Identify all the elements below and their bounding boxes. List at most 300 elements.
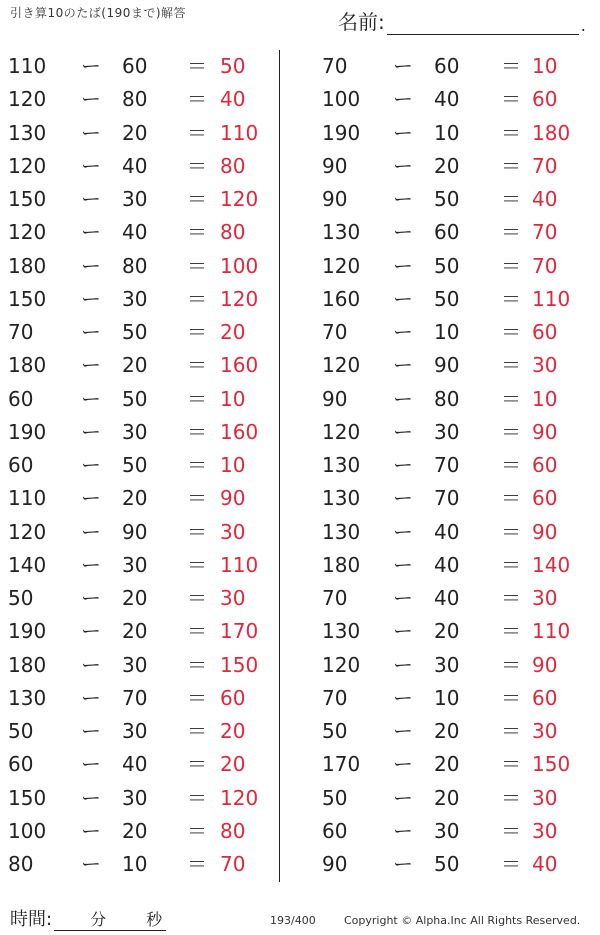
name-label: 名前: (338, 10, 385, 34)
minuend: 70 (322, 586, 348, 610)
time-blank (54, 910, 166, 931)
minuend: 170 (322, 752, 361, 777)
equals-sign: ＝ (501, 153, 521, 178)
minuend: 120 (322, 353, 361, 378)
subtrahend: 50 (122, 386, 148, 411)
minuend: 50 (8, 586, 34, 610)
minus-sign: ー (81, 120, 101, 145)
problem-row (8, 582, 278, 615)
problem-row (322, 815, 592, 848)
equals-sign: ＝ (187, 852, 207, 876)
minuend: 100 (8, 818, 47, 843)
problem-row (322, 383, 592, 416)
equals-sign: ＝ (501, 852, 521, 876)
answer: 140 (532, 552, 571, 577)
subtrahend: 20 (434, 619, 460, 644)
problem-row (8, 482, 278, 515)
problem-row (8, 615, 278, 648)
equals-sign: ＝ (187, 320, 207, 344)
problem-row (8, 815, 278, 848)
minus-sign: ー (81, 685, 101, 710)
answer: 120 (220, 187, 259, 211)
answer: 110 (220, 120, 259, 145)
subtrahend: 40 (434, 586, 460, 610)
answer: 30 (532, 719, 558, 743)
minus-sign: ー (393, 120, 413, 145)
equals-sign: ＝ (187, 752, 207, 777)
answer: 90 (532, 419, 558, 444)
minuend: 120 (8, 519, 47, 544)
copyright-text: Copyright © Alpha.Inc All Rights Reserved. (344, 914, 581, 927)
subtrahend: 50 (434, 253, 460, 278)
subtrahend: 40 (122, 220, 148, 245)
answer: 30 (220, 586, 246, 610)
subtrahend: 80 (122, 253, 148, 278)
equals-sign: ＝ (501, 719, 521, 743)
answer: 10 (532, 386, 558, 411)
answer: 60 (532, 486, 558, 511)
minuend: 70 (322, 320, 348, 344)
subtrahend: 20 (122, 353, 148, 378)
minus-sign: ー (393, 253, 413, 278)
minuend: 190 (322, 120, 361, 145)
equals-sign: ＝ (187, 153, 207, 178)
answer: 90 (532, 519, 558, 544)
equals-sign: ＝ (501, 752, 521, 777)
problem-row (8, 250, 278, 283)
problem-row (8, 150, 278, 183)
subtrahend: 40 (434, 519, 460, 544)
equals-sign: ＝ (501, 419, 521, 444)
minuend: 60 (322, 818, 348, 843)
subtrahend: 60 (122, 54, 148, 78)
equals-sign: ＝ (501, 652, 521, 677)
equals-sign: ＝ (501, 253, 521, 278)
answer: 60 (532, 685, 558, 710)
equals-sign: ＝ (187, 353, 207, 378)
equals-sign: ＝ (187, 419, 207, 444)
subtrahend: 50 (122, 320, 148, 344)
minuend: 70 (322, 54, 348, 78)
subtrahend: 30 (122, 187, 148, 211)
minutes-label: 分 (90, 910, 107, 929)
answer: 30 (220, 519, 246, 544)
minus-sign: ー (393, 586, 413, 610)
problem-row (8, 516, 278, 549)
subtrahend: 40 (122, 153, 148, 178)
minus-sign: ー (393, 785, 413, 810)
problem-row (322, 549, 592, 582)
equals-sign: ＝ (187, 486, 207, 511)
equals-sign: ＝ (187, 685, 207, 710)
problem-row (8, 848, 278, 881)
equals-sign: ＝ (501, 453, 521, 477)
seconds-label: 秒 (146, 910, 163, 929)
problem-row (8, 349, 278, 382)
equals-sign: ＝ (501, 187, 521, 211)
problem-row (8, 183, 278, 216)
answer: 40 (220, 87, 246, 112)
minuend: 190 (8, 619, 47, 644)
equals-sign: ＝ (187, 453, 207, 477)
subtrahend: 20 (122, 619, 148, 644)
subtrahend: 30 (122, 652, 148, 677)
minuend: 130 (322, 453, 361, 477)
answer: 160 (220, 419, 259, 444)
problem-row (322, 615, 592, 648)
minuend: 130 (322, 486, 361, 511)
minuend: 80 (8, 852, 34, 876)
minus-sign: ー (81, 818, 101, 843)
subtrahend: 60 (434, 220, 460, 245)
answer: 160 (220, 353, 259, 378)
equals-sign: ＝ (501, 619, 521, 644)
minuend: 90 (322, 852, 348, 876)
minuend: 60 (8, 453, 34, 477)
minus-sign: ー (81, 453, 101, 477)
minus-sign: ー (81, 153, 101, 178)
minus-sign: ー (81, 852, 101, 876)
subtrahend: 20 (434, 752, 460, 777)
equals-sign: ＝ (187, 619, 207, 644)
minuend: 120 (322, 652, 361, 677)
problem-row (322, 582, 592, 615)
equals-sign: ＝ (187, 120, 207, 145)
equals-sign: ＝ (501, 353, 521, 378)
minus-sign: ー (81, 552, 101, 577)
problem-row (8, 715, 278, 748)
minus-sign: ー (393, 852, 413, 876)
minus-sign: ー (81, 752, 101, 777)
subtrahend: 70 (122, 685, 148, 710)
minus-sign: ー (393, 486, 413, 511)
minus-sign: ー (393, 619, 413, 644)
minuend: 120 (322, 419, 361, 444)
minuend: 180 (8, 652, 47, 677)
equals-sign: ＝ (501, 486, 521, 511)
minuend: 180 (8, 253, 47, 278)
problem-row (322, 183, 592, 216)
answer: 30 (532, 785, 558, 810)
minuend: 130 (322, 519, 361, 544)
minus-sign: ー (81, 785, 101, 810)
problem-row (8, 316, 278, 349)
subtrahend: 80 (122, 87, 148, 112)
minus-sign: ー (81, 386, 101, 411)
minuend: 110 (8, 54, 47, 78)
equals-sign: ＝ (187, 187, 207, 211)
subtrahend: 40 (434, 552, 460, 577)
problem-row (322, 649, 592, 682)
problem-row (8, 549, 278, 582)
minuend: 130 (322, 619, 361, 644)
subtrahend: 40 (434, 87, 460, 112)
minuend: 110 (8, 486, 47, 511)
problem-row (322, 682, 592, 715)
equals-sign: ＝ (501, 220, 521, 245)
minus-sign: ー (393, 752, 413, 777)
minuend: 120 (8, 153, 47, 178)
subtrahend: 20 (122, 818, 148, 843)
minus-sign: ー (393, 719, 413, 743)
answer: 70 (532, 253, 558, 278)
equals-sign: ＝ (501, 120, 521, 145)
minuend: 50 (322, 719, 348, 743)
answer: 90 (532, 652, 558, 677)
answer: 90 (220, 486, 246, 511)
minus-sign: ー (81, 253, 101, 278)
subtrahend: 30 (434, 419, 460, 444)
equals-sign: ＝ (501, 785, 521, 810)
problem-row (322, 748, 592, 781)
problem-row (8, 83, 278, 116)
minuend: 150 (8, 785, 47, 810)
subtrahend: 20 (122, 120, 148, 145)
answer: 110 (532, 619, 571, 644)
subtrahend: 30 (434, 818, 460, 843)
equals-sign: ＝ (187, 386, 207, 411)
subtrahend: 90 (122, 519, 148, 544)
equals-sign: ＝ (187, 87, 207, 112)
subtrahend: 40 (122, 752, 148, 777)
problem-row (322, 516, 592, 549)
subtrahend: 80 (434, 386, 460, 411)
minuend: 120 (8, 220, 47, 245)
equals-sign: ＝ (187, 652, 207, 677)
equals-sign: ＝ (501, 519, 521, 544)
minus-sign: ー (81, 87, 101, 112)
minus-sign: ー (393, 286, 413, 311)
equals-sign: ＝ (187, 54, 207, 78)
subtrahend: 30 (122, 286, 148, 311)
subtrahend: 30 (122, 419, 148, 444)
minuend: 100 (322, 87, 361, 112)
minuend: 160 (322, 286, 361, 311)
subtrahend: 10 (434, 320, 460, 344)
subtrahend: 30 (434, 652, 460, 677)
subtrahend: 60 (434, 54, 460, 78)
problem-row (322, 416, 592, 449)
problem-row (322, 782, 592, 815)
equals-sign: ＝ (187, 586, 207, 610)
answer: 150 (532, 752, 571, 777)
equals-sign: ＝ (187, 719, 207, 743)
subtrahend: 50 (122, 453, 148, 477)
minus-sign: ー (393, 453, 413, 477)
problem-row (8, 649, 278, 682)
equals-sign: ＝ (187, 552, 207, 577)
subtrahend: 50 (434, 852, 460, 876)
problem-row (8, 283, 278, 316)
equals-sign: ＝ (187, 785, 207, 810)
minus-sign: ー (81, 187, 101, 211)
minus-sign: ー (81, 353, 101, 378)
minus-sign: ー (393, 685, 413, 710)
answer: 110 (220, 552, 259, 577)
column-divider (279, 50, 280, 882)
answer: 60 (532, 453, 558, 477)
subtrahend: 10 (434, 685, 460, 710)
answer: 80 (220, 818, 246, 843)
equals-sign: ＝ (187, 519, 207, 544)
minus-sign: ー (393, 519, 413, 544)
equals-sign: ＝ (501, 286, 521, 311)
minus-sign: ー (81, 286, 101, 311)
minus-sign: ー (393, 552, 413, 577)
minuend: 190 (8, 419, 47, 444)
minuend: 140 (8, 552, 47, 577)
minus-sign: ー (393, 320, 413, 344)
minuend: 130 (322, 220, 361, 245)
problem-row (322, 216, 592, 249)
minuend: 120 (322, 253, 361, 278)
answer: 150 (220, 652, 259, 677)
minuend: 50 (322, 785, 348, 810)
subtrahend: 20 (434, 785, 460, 810)
subtrahend: 20 (122, 486, 148, 511)
minus-sign: ー (81, 486, 101, 511)
equals-sign: ＝ (501, 586, 521, 610)
answer: 10 (532, 54, 558, 78)
name-blank (387, 12, 579, 35)
minuend: 120 (8, 87, 47, 112)
equals-sign: ＝ (187, 220, 207, 245)
minuend: 60 (8, 752, 34, 777)
problem-row (8, 782, 278, 815)
equals-sign: ＝ (501, 818, 521, 843)
minuend: 90 (322, 153, 348, 178)
answer: 30 (532, 818, 558, 843)
equals-sign: ＝ (501, 552, 521, 577)
time-label: 時間: (10, 909, 53, 930)
subtrahend: 10 (122, 852, 148, 876)
answer: 30 (532, 586, 558, 610)
answer: 40 (532, 187, 558, 211)
minus-sign: ー (393, 652, 413, 677)
problem-row (8, 383, 278, 416)
answer: 180 (532, 120, 571, 145)
problem-row (322, 83, 592, 116)
minus-sign: ー (393, 386, 413, 411)
answer: 170 (220, 619, 259, 644)
problem-row (8, 682, 278, 715)
answer: 60 (532, 320, 558, 344)
problem-row (8, 416, 278, 449)
equals-sign: ＝ (501, 320, 521, 344)
equals-sign: ＝ (187, 818, 207, 843)
subtrahend: 30 (122, 719, 148, 743)
page-number: 193/400 (270, 914, 316, 927)
subtrahend: 50 (434, 187, 460, 211)
minus-sign: ー (393, 353, 413, 378)
problem-row (322, 316, 592, 349)
problem-row (322, 50, 592, 83)
answer: 80 (220, 153, 246, 178)
minuend: 130 (8, 120, 47, 145)
answer: 80 (220, 220, 246, 245)
minuend: 180 (322, 552, 361, 577)
equals-sign: ＝ (501, 685, 521, 710)
answer: 120 (220, 286, 259, 311)
subtrahend: 70 (434, 486, 460, 511)
problem-row (8, 50, 278, 83)
problem-row (322, 117, 592, 150)
minuend: 50 (8, 719, 34, 743)
minuend: 70 (322, 685, 348, 710)
minuend: 60 (8, 386, 34, 411)
problem-row (322, 848, 592, 881)
subtrahend: 30 (122, 785, 148, 810)
problem-row (322, 349, 592, 382)
subtrahend: 70 (434, 453, 460, 477)
minus-sign: ー (81, 652, 101, 677)
time-field (10, 905, 166, 931)
minus-sign: ー (393, 187, 413, 211)
minuend: 130 (8, 685, 47, 710)
answer: 100 (220, 253, 259, 278)
minuend: 90 (322, 386, 348, 411)
minuend: 150 (8, 187, 47, 211)
answer: 60 (532, 87, 558, 112)
answer: 10 (220, 453, 246, 477)
minus-sign: ー (81, 419, 101, 444)
minus-sign: ー (81, 519, 101, 544)
minuend: 70 (8, 320, 34, 344)
answer: 20 (220, 752, 246, 777)
problem-row (322, 250, 592, 283)
equals-sign: ＝ (187, 286, 207, 311)
minus-sign: ー (81, 320, 101, 344)
minuend: 90 (322, 187, 348, 211)
minus-sign: ー (81, 54, 101, 78)
subtrahend: 20 (434, 153, 460, 178)
minus-sign: ー (393, 220, 413, 245)
name-end-dot: . (580, 16, 586, 35)
minus-sign: ー (393, 818, 413, 843)
equals-sign: ＝ (501, 54, 521, 78)
problem-row (8, 449, 278, 482)
minus-sign: ー (81, 220, 101, 245)
subtrahend: 50 (434, 286, 460, 311)
answer: 70 (220, 852, 246, 876)
subtrahend: 10 (434, 120, 460, 145)
answer: 40 (532, 852, 558, 876)
answer: 110 (532, 286, 571, 311)
problem-row (8, 748, 278, 781)
answer: 70 (532, 153, 558, 178)
answer: 70 (532, 220, 558, 245)
minus-sign: ー (393, 419, 413, 444)
problem-row (8, 117, 278, 150)
minus-sign: ー (81, 586, 101, 610)
problem-row (322, 283, 592, 316)
worksheet-title: 引き算10のたば(190まで)解答 (10, 6, 187, 20)
problem-row (322, 715, 592, 748)
answer: 20 (220, 320, 246, 344)
answer: 120 (220, 785, 259, 810)
problem-row (322, 482, 592, 515)
minus-sign: ー (393, 153, 413, 178)
problem-row (322, 150, 592, 183)
problem-row (8, 216, 278, 249)
subtrahend: 90 (434, 353, 460, 378)
name-field (338, 6, 586, 35)
answer: 60 (220, 685, 246, 710)
equals-sign: ＝ (187, 253, 207, 278)
answer: 30 (532, 353, 558, 378)
answer: 50 (220, 54, 246, 78)
minuend: 150 (8, 286, 47, 311)
